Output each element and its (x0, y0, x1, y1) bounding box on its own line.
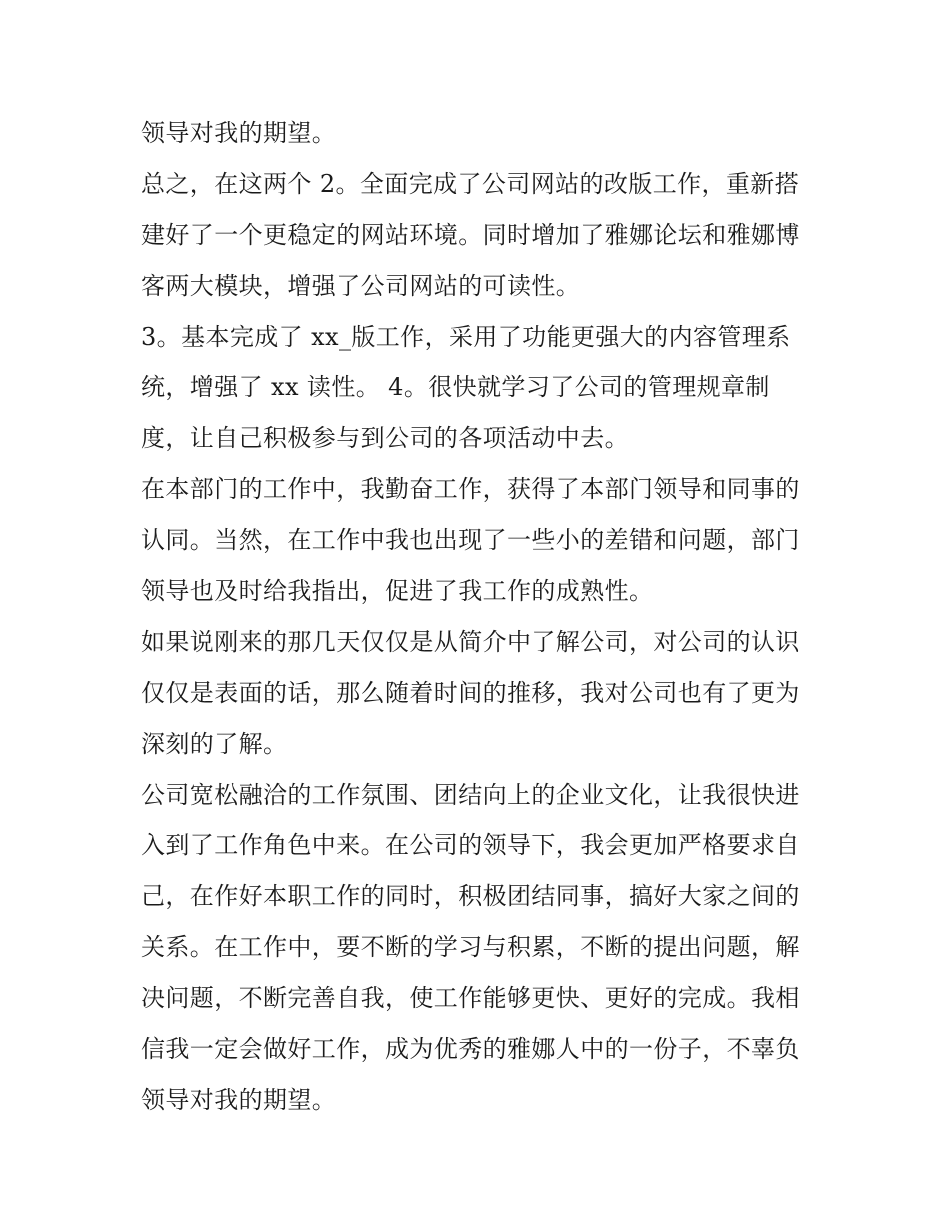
text-line: 在本部门的工作中，我勤奋工作，获得了本部门领导和同事的 (141, 475, 800, 504)
text-line: 认同。当然，在工作中我也出现了一些小的差错和问题，部门 (141, 526, 800, 555)
document-body (141, 108, 813, 1126)
text-line: 总之，在这两个 2。全面完成了公司网站的改版工作，重新搭 (141, 169, 800, 198)
text-line: 信我一定会做好工作，成为优秀的雅娜人中的一份子，不辜负 (141, 1035, 800, 1064)
text-line: 度，让自己积极参与到公司的各项活动中去。 (141, 424, 629, 453)
text-line: 领导也及时给我指出，促进了我工作的成熟性。 (141, 577, 654, 606)
text-line: 公司宽松融洽的工作氛围、团结向上的企业文化，让我很快进 (141, 780, 800, 809)
text-line: 仅仅是表面的话，那么随着时间的推移，我对公司也有了更为 (141, 678, 800, 707)
text-line: 决问题，不断完善自我，使工作能够更快、更好的完成。我相 (141, 984, 800, 1013)
text-line: 入到了工作角色中来。在公司的领导下，我会更加严格要求自 (141, 831, 800, 860)
text-line: 领导对我的期望。 (141, 119, 337, 147)
text-line: 建好了一个更稳定的网站环境。同时增加了雅娜论坛和雅娜博 (141, 220, 800, 249)
text-line: 如果说刚来的那几天仅仅是从简介中了解公司，对公司的认识 (141, 627, 800, 656)
text-line: 统，增强了 xx 读性。 4。很快就学习了公司的管理规章制 (141, 373, 770, 402)
text-line: 关系。在工作中，要不断的学习与积累，不断的提出问题，解 (141, 933, 800, 962)
text-line: 领导对我的期望。 (141, 1085, 337, 1114)
text-line: 己，在作好本职工作的同时，积极团结同事，搞好大家之间的 (141, 882, 800, 911)
text-line: 客两大模块，增强了公司网站的可读性。 (141, 271, 581, 300)
text-line: 深刻的了解。 (141, 729, 288, 758)
text-line: 3。基本完成了 xx_版工作，采用了功能更强大的内容管理系 (141, 322, 791, 351)
